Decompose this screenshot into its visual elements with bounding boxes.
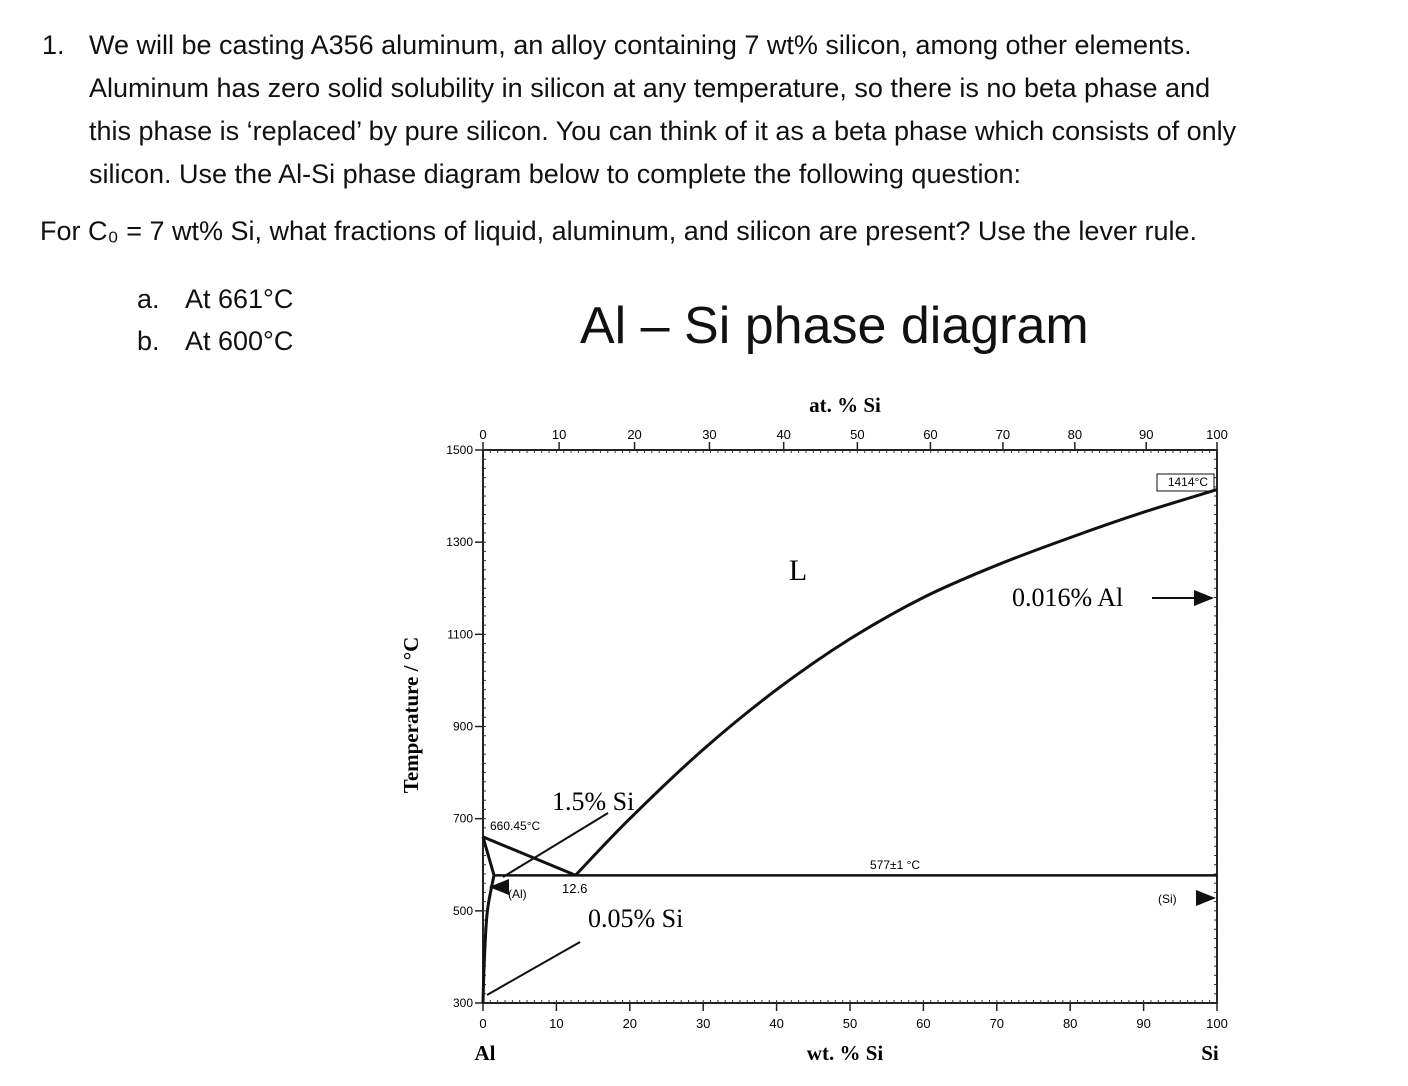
- part-a-label: a.: [137, 284, 160, 314]
- y-tick-label: 1100: [447, 627, 473, 642]
- low-solubility-label: 0.05% Si: [588, 904, 684, 933]
- solidus-al: [483, 837, 494, 875]
- eutectic-comp-label: 12.6: [562, 881, 588, 896]
- si-phase-label: (Si): [1158, 892, 1177, 906]
- bottom-tick-labels: [479, 1016, 1227, 1031]
- bottom-tick-label: 10: [549, 1016, 564, 1031]
- max-solubility-label: 1.5% Si: [552, 787, 635, 816]
- eutectic-temp-label: 577±1 °C: [870, 858, 921, 872]
- question-prompt: For C₀ = 7 wt% Si, what fractions of liquid, aluminum, and silicon are present? Use the lever rule.: [40, 216, 1197, 246]
- bottom-tick-label: 80: [1062, 1016, 1078, 1031]
- bottom-axis-label: wt. % Si: [806, 1041, 884, 1065]
- bottom-tick-label: 50: [842, 1016, 858, 1031]
- al-phase-label: (Al): [508, 887, 527, 901]
- y-tick-label: 900: [452, 719, 473, 734]
- question-line: We will be casting A356 aluminum, an alloy containing 7 wt% silicon, among other elements.: [89, 30, 1192, 60]
- diagram-title: Al – Si phase diagram: [580, 297, 1089, 355]
- al-in-si-label: 0.016% Al: [1012, 583, 1124, 612]
- bottom-tick-label: 90: [1136, 1016, 1151, 1031]
- top-tick-label: 70: [995, 427, 1011, 442]
- bottom-tick-label: 100: [1206, 1016, 1228, 1031]
- low-solubility-leader: [487, 942, 580, 995]
- top-tick-label: 90: [1138, 427, 1154, 442]
- bottom-tick-label: 60: [916, 1016, 931, 1031]
- y-tick-label: 1500: [446, 443, 473, 457]
- y-axis-label: Temperature / °C: [399, 636, 423, 794]
- y-tick-label: 700: [452, 811, 473, 826]
- top-tick-label: 100: [1206, 427, 1228, 442]
- top-tick-label: 30: [702, 427, 717, 442]
- bottom-tick-label: 30: [695, 1016, 711, 1031]
- part-b-label: b.: [137, 326, 160, 356]
- question-line: silicon. Use the Al-Si phase diagram below to complete the following question:: [89, 159, 1022, 189]
- top-tick-label: 0: [479, 427, 487, 442]
- liquidus-si-side: [576, 490, 1218, 876]
- top-tick-label: 60: [923, 427, 938, 442]
- part-b-text: At 600°C: [185, 326, 294, 356]
- bottom-tick-label: 0: [479, 1016, 487, 1031]
- top-tick-label: 80: [1067, 427, 1083, 442]
- question-line: this phase is ‘replaced’ by pure silicon. You can think of it as a beta phase which consists of only: [89, 116, 1237, 146]
- top-tick-label: 40: [776, 427, 791, 442]
- top-tick-labels: [479, 427, 1227, 442]
- si-melting-label: 1414°C: [1167, 475, 1208, 489]
- top-axis-label: at. % Si: [809, 393, 881, 417]
- bottom-tick-label: 70: [989, 1016, 1005, 1031]
- y-tick-labels: [446, 443, 473, 1010]
- si-element-label: Si: [1201, 1041, 1219, 1065]
- liquid-region-label: L: [788, 554, 808, 587]
- y-tick-label: 1300: [446, 535, 473, 550]
- question-number: 1.: [42, 30, 65, 60]
- bottom-tick-label: 40: [769, 1016, 784, 1031]
- major-ticks: [475, 442, 1217, 1011]
- question-line: Aluminum has zero solid solubility in silicon at any temperature, so there is no beta phase and: [89, 73, 1211, 103]
- top-tick-label: 20: [627, 427, 642, 442]
- al-element-label: Al: [474, 1041, 496, 1065]
- y-tick-label: 500: [452, 903, 473, 918]
- liquidus-al-side: [483, 837, 576, 875]
- y-tick-label: 300: [452, 996, 473, 1010]
- bottom-tick-label: 20: [622, 1016, 638, 1031]
- top-tick-label: 10: [551, 427, 567, 442]
- top-tick-label: 50: [850, 427, 865, 442]
- solvus-al: [483, 875, 494, 1003]
- part-a-text: At 661°C: [185, 284, 294, 314]
- al-melting-label: 660.45°C: [490, 819, 541, 833]
